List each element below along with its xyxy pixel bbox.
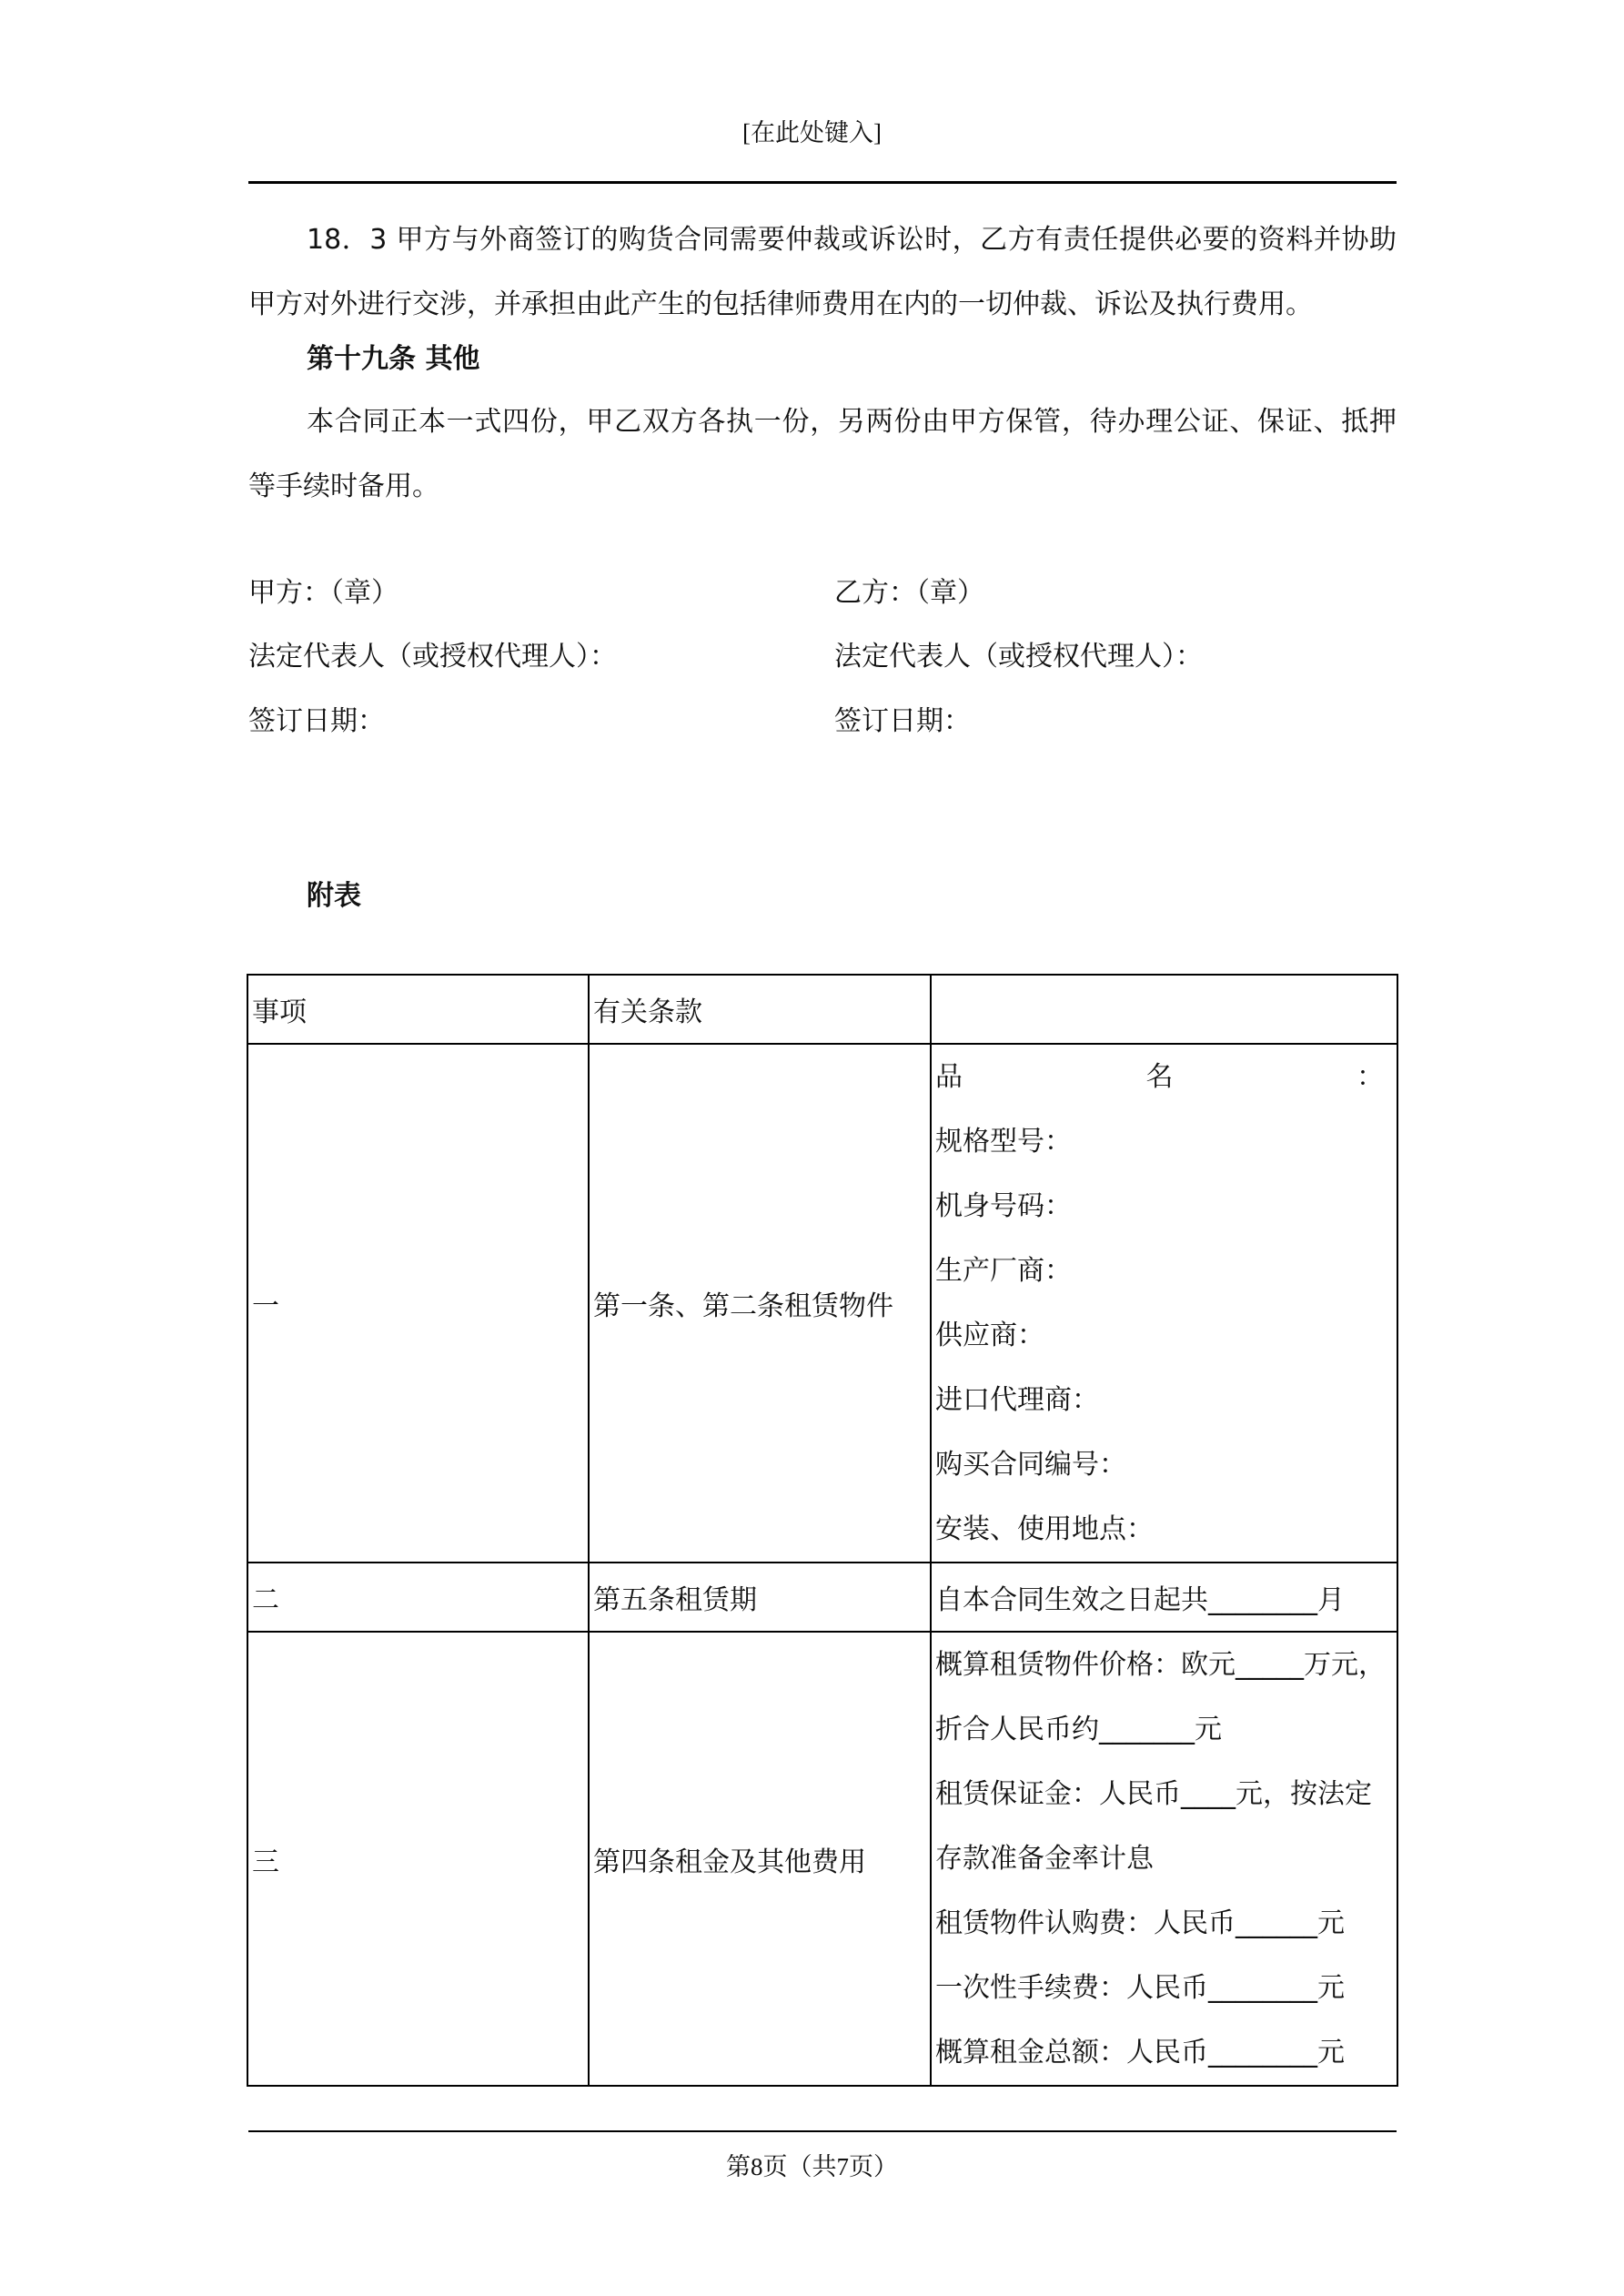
product-name-line: 品 名 ：	[935, 1061, 1384, 1093]
deposit-line: 租赁保证金：人民币____元，按法定	[935, 1778, 1372, 1810]
footer-rule	[248, 2130, 1397, 2132]
party-b-seal: 乙方：（章）	[834, 577, 984, 609]
row-2-item: 二	[247, 1563, 589, 1632]
party-a-seal: 甲方：（章）	[248, 577, 398, 609]
spec-model-line: 规格型号：	[935, 1126, 1072, 1158]
header-item: 事项	[247, 975, 589, 1044]
rmb-equivalent-line: 折合人民币约_______元	[935, 1714, 1222, 1745]
deposit-interest-line: 存款准备金率计息	[935, 1843, 1154, 1875]
party-a-sign-date: 签订日期：	[248, 705, 385, 737]
row-3-clause: 第四条租金及其他费用	[589, 1632, 931, 2086]
table-row	[247, 1632, 1397, 2086]
estimated-price-line: 概算租赁物件价格：欧元_____万元，	[935, 1649, 1386, 1681]
row-1-item: 一	[247, 1044, 589, 1563]
header-clause: 有关条款	[589, 975, 931, 1044]
header-rule	[248, 181, 1397, 184]
article-19-title: 第十九条 其他	[307, 343, 480, 375]
serial-number-line: 机身号码：	[935, 1190, 1072, 1222]
row-3-details	[931, 1632, 1397, 2086]
row-1-clause: 第一条、第二条租赁物件	[589, 1044, 931, 1563]
row-2-clause: 第五条租赁期	[589, 1563, 931, 1632]
supplier-line: 供应商：	[935, 1320, 1044, 1351]
clause-18-3: 18．3 甲方与外商签订的购货合同需要仲裁或诉讼时，乙方有责任提供必要的资料并协助甲方对外进行交涉，并承担由此产生的包括律师费用在内的一切仲裁、诉讼及执行费用。	[248, 224, 1397, 320]
table-row	[247, 1044, 1397, 1563]
row-3-item: 三	[247, 1632, 589, 2086]
install-location-line: 安装、使用地点：	[935, 1513, 1154, 1545]
party-b-representative: 法定代表人（或授权代理人）：	[834, 641, 1203, 673]
party-a-representative: 法定代表人（或授权代理人）：	[248, 641, 617, 673]
page-header: [在此处键入]	[742, 119, 882, 147]
row-2-details: 自本合同生效之日起共________月	[931, 1563, 1397, 1632]
appendix-title: 附表	[307, 880, 361, 912]
party-b-sign-date: 签订日期：	[834, 705, 971, 737]
handling-fee-line: 一次性手续费：人民币________元	[935, 1972, 1345, 2004]
table-row	[247, 1563, 1397, 1632]
table-header-row	[247, 975, 1397, 1044]
total-rent-line: 概算租金总额：人民币________元	[935, 2037, 1345, 2068]
import-agent-line: 进口代理商：	[935, 1384, 1099, 1416]
row-1-details	[931, 1044, 1397, 1563]
manufacturer-line: 生产厂商：	[935, 1255, 1072, 1287]
purchase-fee-line: 租赁物件认购费：人民币______元	[935, 1907, 1345, 1939]
header-details	[931, 975, 1397, 1044]
page-number: 第8页（共7页）	[726, 2153, 898, 2180]
appendix-table	[247, 974, 1398, 2087]
purchase-contract-no-line: 购买合同编号：	[935, 1449, 1126, 1481]
article-19-text: 本合同正本一式四份，甲乙双方各执一份，另两份由甲方保管，待办理公证、保证、抵押等手续时备用。	[248, 406, 1397, 502]
